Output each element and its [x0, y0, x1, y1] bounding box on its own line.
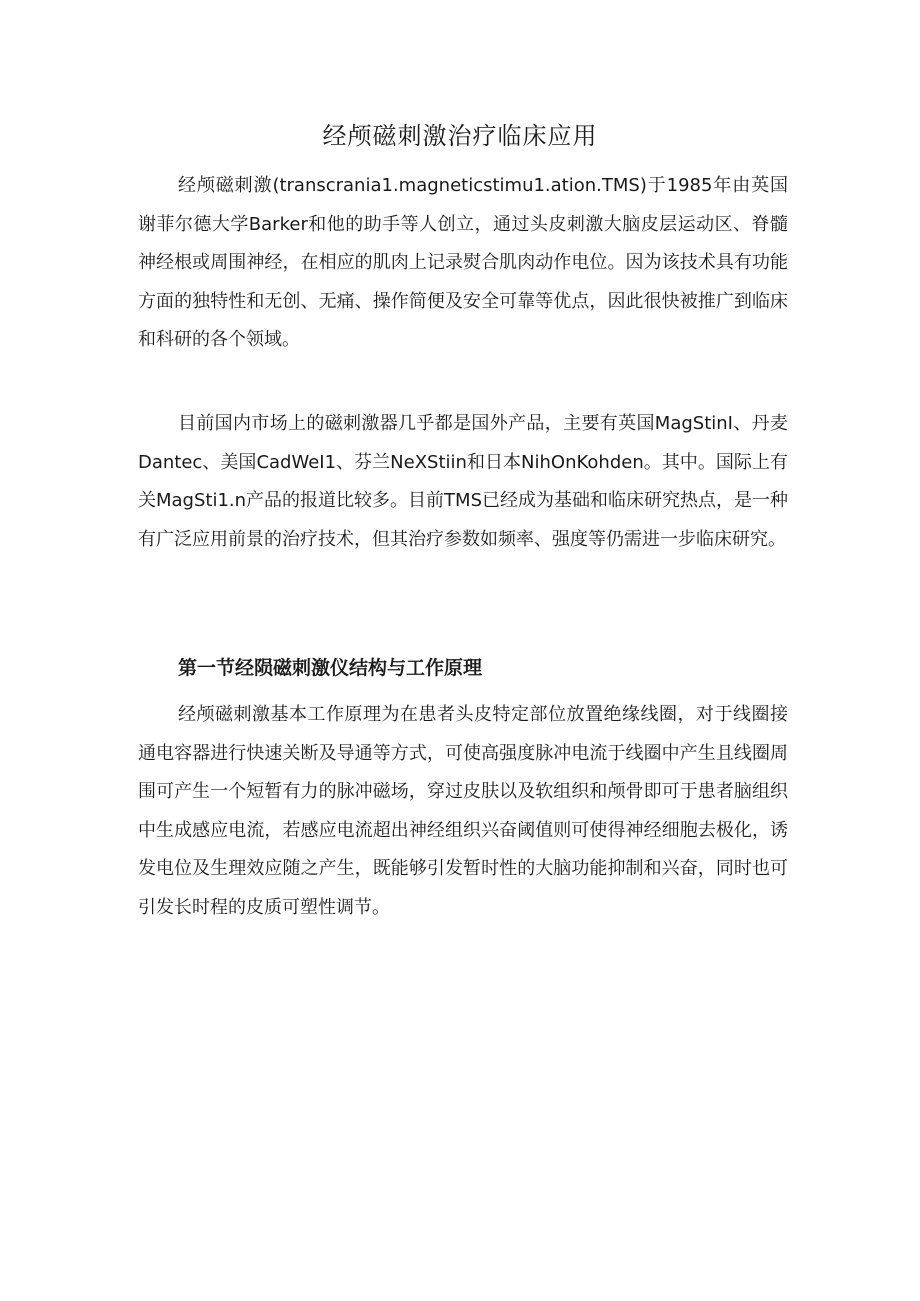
- principle-paragraph: 经颅磁刺激基本工作原理为在患者头皮特定部位放置绝缘线圈，对于线圈接通电容器进行快速关断及导通等方式，可使高强度脉冲电流于线圈中产生且线圈周围可产生一个短暂有力的脉冲磁场，穿过皮肤以及软组织和颅骨即可于患者脑组织中生成感应电流，若感应电流超出神经组织兴奋阈值则可使得神经细胞去极化，诱发电位及生理效应随之产生，既能够引发暂时性的大脑功能抑制和兴奋，同时也可引发长时程的皮质可塑性调节。: [138, 704, 788, 918]
- section-heading: 第一节经陨磁刺激仪结构与工作原理: [178, 657, 483, 679]
- intro-paragraph: 经颅磁刺激(transcrania1.magneticstimu1.ation.TMS)于1985年由英国谢菲尔德大学Barker和他的助手等人创立，通过头皮刺激大脑皮层运动区、脊髓神经根或周围神经，在相应的肌肉上记录熨合肌肉动作电位。因为该技术具有功能方面的独特性和无创、无痛、操作简便及安全可靠等优点，因此很快被推广到临床和科研的各个领域。: [138, 175, 788, 351]
- market-paragraph: 目前国内市场上的磁刺激器几乎都是国外产品，主要有英国MagStinI、丹麦Dantec、美国CadWeI1、芬兰NeXStiin和日本NihOnKohden。其中。国际上有关MagSti1.n产品的报道比较多。目前TMS已经成为基础和临床研究热点，是一种有广泛应用前景的治疗技术，但其治疗参数如频率、强度等仍需进一步临床研究。: [138, 413, 789, 550]
- document-title: 经颅磁刺激治疗临床应用: [322, 122, 598, 150]
